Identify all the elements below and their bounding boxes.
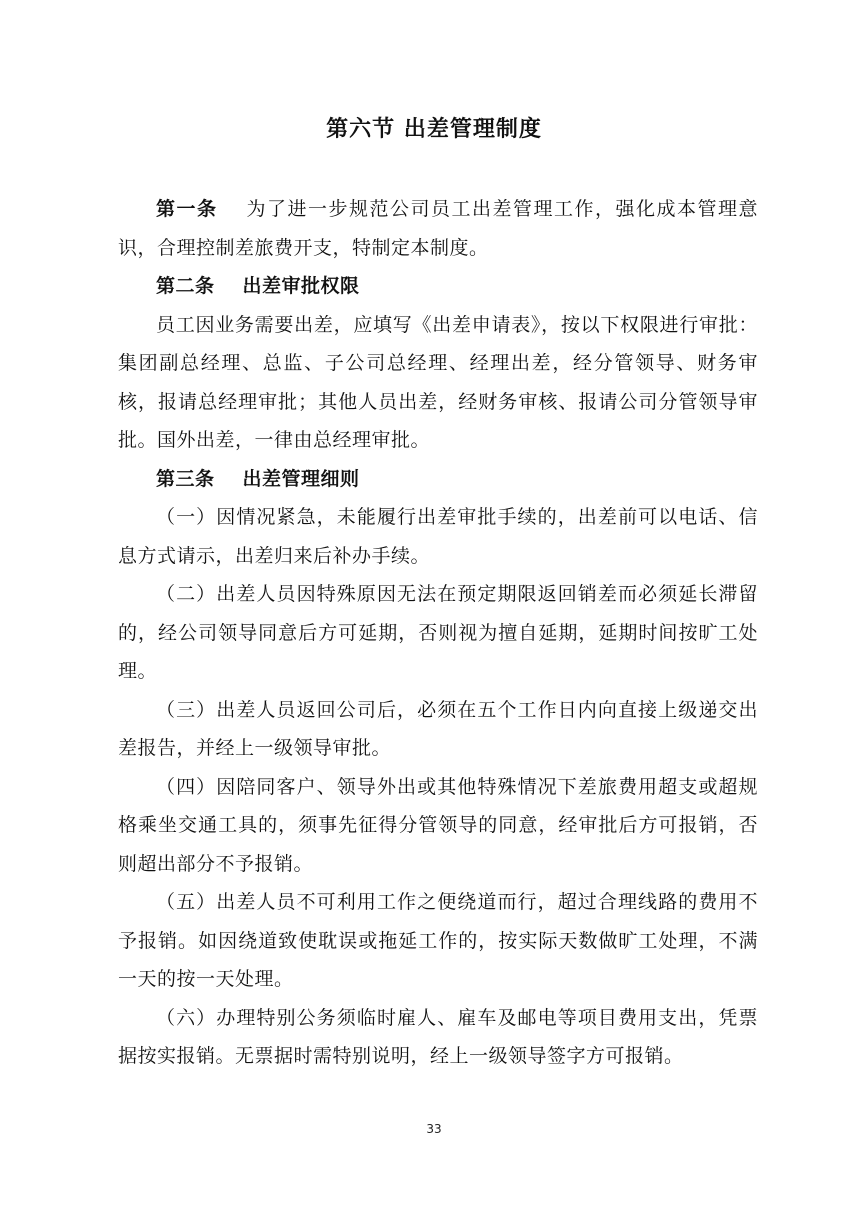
article-1 xyxy=(118,190,758,267)
article-2-title: 出差审批权限 xyxy=(242,275,360,297)
article-3-title: 出差管理细则 xyxy=(242,467,360,490)
page-number: 33 xyxy=(426,1122,442,1136)
article-3-item-5: （五）出差人员不可利用工作之便绕道而行，超过合理线路的费用不予报销。如因绕道致使耽误或拖延工作的，按实际天数做旷工处理，不满一天的按一天处理。 xyxy=(118,891,758,990)
article-3-item-4: （四）因陪同客户、领导外出或其他特殊情况下差旅费用超支或超规格乘坐交通工具的，须事先征得分管领导的同意，经审批后方可报销，否则超出部分不予报销。 xyxy=(118,775,758,875)
document-body xyxy=(118,190,758,1076)
article-2-paragraph: 员工因业务需要出差，应填写《出差申请表》，按以下权限进行审批：集团副总经理、总监、子公司总经理、经理出差，经分管领导、财务审核，报请总经理审批；其他人员出差，经财务审核、报请公司分管领导审批。国外出差，一律由总经理审批。 xyxy=(118,313,758,451)
article-2-number: 第二条 xyxy=(156,275,215,297)
article-1-number: 第一条 xyxy=(156,198,218,220)
article-3-item-2: （二）出差人员因特殊原因无法在预定期限返回销差而必须延长滞留的，经公司领导同意后方可延期，否则视为擅自延期，延期时间按旷工处理。 xyxy=(118,583,758,682)
article-1-text: 为了进一步规范公司员工出差管理工作，强化成本管理意识，合理控制差旅费开支，特制定本制度。 xyxy=(118,198,758,259)
article-3-heading xyxy=(118,460,758,499)
page-title: 第六节 出差管理制度 xyxy=(326,116,542,142)
article-3-item-3: （三）出差人员返回公司后，必须在五个工作日内向直接上级递交出差报告，并经上一级领导审批。 xyxy=(118,698,758,759)
article-3-number: 第三条 xyxy=(156,467,215,490)
article-2-heading xyxy=(118,267,758,306)
article-3-item-1: （一）因情况紧急，未能履行出差审批手续的，出差前可以电话、信息方式请示，出差归来后补办手续。 xyxy=(118,506,758,567)
article-3-item-6: （六）办理特别公务须临时雇人、雇车及邮电等项目费用支出，凭票据按实报销。无票据时需特别说明，经上一级领导签字方可报销。 xyxy=(118,1006,758,1067)
